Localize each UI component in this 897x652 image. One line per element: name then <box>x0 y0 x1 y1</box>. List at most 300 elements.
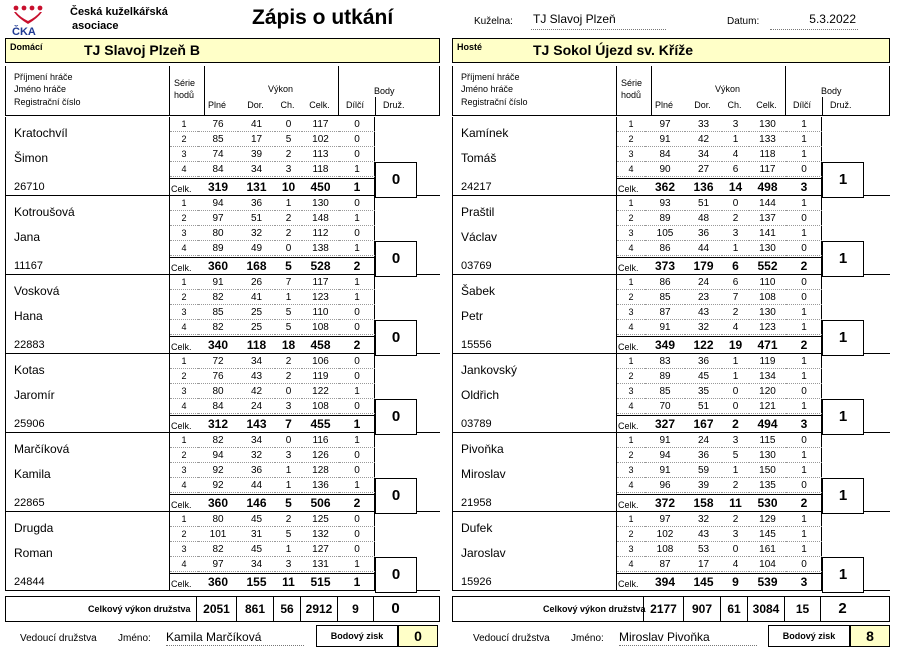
away-player-total-cell: 2 <box>732 417 739 431</box>
home-player-total-cell: 515 <box>310 575 331 589</box>
away-series-cell: 94 <box>645 448 685 463</box>
away-series-cell: 4 <box>722 320 749 335</box>
home-series-cell: 5 <box>275 305 302 320</box>
home-hdr-divider-3 <box>338 66 339 116</box>
away-series-cell: 3 <box>617 463 645 478</box>
home-series-cell: 45 <box>238 542 275 557</box>
home-player-total-row <box>170 415 375 433</box>
away-total-spacer <box>617 494 645 512</box>
home-player-total-cell: 360 <box>207 496 229 510</box>
away-team-total-label: Celkový výkon družstva <box>543 604 646 614</box>
home-series-cell: 0 <box>275 433 302 448</box>
away-total-spacer <box>617 257 645 275</box>
away-series-cell: 6 <box>722 162 749 177</box>
home-series-cell: 1 <box>275 290 302 305</box>
away-player-reg-number: 03789 <box>461 418 492 430</box>
home-series-cell: 34 <box>238 354 275 369</box>
home-player-total-cell: 11 <box>282 575 295 589</box>
away-series-cell: 3 <box>617 147 645 162</box>
away-series-cell: 1 <box>617 196 645 211</box>
away-series-cell: 70 <box>645 399 685 414</box>
away-series-cell: 0 <box>786 290 822 305</box>
home-series-cell: 108 <box>302 399 339 414</box>
home-series-cell: 36 <box>238 196 275 211</box>
home-series-cell: 116 <box>302 433 339 448</box>
away-player-total-cell: 372 <box>654 496 676 510</box>
away-series-cell: 3 <box>617 542 645 557</box>
away-hdr-points: Body <box>821 86 842 96</box>
home-series-cell: 74 <box>198 147 238 162</box>
home-series-cell: 92 <box>198 478 238 493</box>
home-hdr-dor: Dor. <box>247 100 264 110</box>
away-player-total-cell: 394 <box>654 575 676 589</box>
home-total-label: Celk. <box>171 263 192 273</box>
home-series-cell: 136 <box>302 478 339 493</box>
away-series-cell: 0 <box>722 399 749 414</box>
home-series-cell: 0 <box>275 241 302 256</box>
home-player-reg-number: 26710 <box>14 181 45 193</box>
away-series-table <box>616 354 822 433</box>
home-player-surname: Kotroušová <box>14 205 75 219</box>
away-player-total-cell: 167 <box>693 417 714 431</box>
logo-text: ČKA <box>12 26 36 38</box>
home-series-grid <box>170 196 375 256</box>
away-leader-name: Miroslav Pivoňka <box>619 630 757 646</box>
home-series-cell: 94 <box>198 448 238 463</box>
home-hdr-celk: Celk. <box>309 100 330 110</box>
away-series-cell: 87 <box>645 305 685 320</box>
home-team-name: TJ Slavoj Plzeň B <box>84 42 200 58</box>
home-team-point: 0 <box>375 399 417 435</box>
home-series-cell: 112 <box>302 226 339 241</box>
home-series-cell: 0 <box>339 399 375 414</box>
away-series-cell: 87 <box>645 557 685 572</box>
home-series-cell: 2 <box>170 132 198 147</box>
home-role-label: Domácí <box>10 42 43 52</box>
home-series-cell: 3 <box>275 399 302 414</box>
away-hdr-divider-4 <box>822 97 823 116</box>
home-team-point: 0 <box>375 478 417 514</box>
home-series-cell: 108 <box>302 320 339 335</box>
home-series-cell: 80 <box>198 512 238 527</box>
away-player-total-cell: 530 <box>757 496 778 510</box>
away-hdr-series-1: Série <box>621 78 643 88</box>
away-series-cell: 133 <box>749 132 786 147</box>
home-series-cell: 80 <box>198 384 238 399</box>
home-series-cell: 1 <box>339 478 375 493</box>
away-total-spacer <box>617 178 645 196</box>
home-player-total-cell: 168 <box>246 259 267 273</box>
home-total-line <box>170 336 374 337</box>
home-total-spacer <box>170 336 198 354</box>
home-series-cell: 125 <box>302 512 339 527</box>
home-player-total-row <box>170 257 375 275</box>
home-series-cell: 4 <box>170 162 198 177</box>
home-team-point: 0 <box>375 162 417 198</box>
away-series-cell: 150 <box>749 463 786 478</box>
away-series-cell: 1 <box>786 147 822 162</box>
away-series-cell: 117 <box>749 162 786 177</box>
home-series-cell: 91 <box>198 275 238 290</box>
home-series-cell: 2 <box>170 448 198 463</box>
away-player-total-cell: 2 <box>800 338 808 352</box>
away-series-cell: 4 <box>617 320 645 335</box>
home-series-cell: 80 <box>198 226 238 241</box>
away-series-cell: 144 <box>749 196 786 211</box>
home-series-cell: 97 <box>198 211 238 226</box>
away-series-cell: 24 <box>685 275 722 290</box>
away-series-table <box>616 512 822 591</box>
home-series-cell: 1 <box>339 162 375 177</box>
home-series-cell: 82 <box>198 542 238 557</box>
home-hdr-divider-1 <box>169 66 170 116</box>
home-player-first-name: Jaromír <box>14 388 55 402</box>
home-player-total-row <box>170 336 375 354</box>
away-player-total-cell: 349 <box>654 338 676 352</box>
home-series-cell: 0 <box>339 196 375 211</box>
away-series-cell: 1 <box>786 399 822 414</box>
away-total-line <box>617 336 821 337</box>
away-series-cell: 130 <box>749 117 786 132</box>
away-series-cell: 83 <box>645 354 685 369</box>
home-series-cell: 34 <box>238 162 275 177</box>
away-player-total-cell: 539 <box>757 575 778 589</box>
away-series-cell: 34 <box>685 147 722 162</box>
away-series-cell: 51 <box>685 196 722 211</box>
home-player-total-cell: 131 <box>246 180 267 194</box>
home-player-total-cell: 2 <box>353 259 361 273</box>
away-series-cell: 35 <box>685 384 722 399</box>
away-series-cell: 110 <box>749 275 786 290</box>
home-series-cell: 1 <box>170 117 198 132</box>
away-total-label: Celk. <box>618 263 639 273</box>
away-hdr-divider-3 <box>785 66 786 116</box>
away-total-line <box>617 494 821 495</box>
away-series-cell: 5 <box>722 448 749 463</box>
home-series-cell: 49 <box>238 241 275 256</box>
away-series-cell: 36 <box>685 226 722 241</box>
home-player-reg-number: 24844 <box>14 576 45 588</box>
home-series-cell: 0 <box>339 226 375 241</box>
away-series-grid <box>617 433 822 493</box>
away-series-cell: 1 <box>786 354 822 369</box>
away-series-cell: 1 <box>786 542 822 557</box>
home-series-cell: 127 <box>302 542 339 557</box>
home-series-cell: 119 <box>302 369 339 384</box>
date-label: Datum: <box>727 16 760 27</box>
home-series-cell: 110 <box>302 305 339 320</box>
away-hdr-player-surname: Příjmení hráče <box>461 72 520 82</box>
home-total-label: Celk. <box>171 500 192 510</box>
home-series-cell: 1 <box>170 196 198 211</box>
away-total-spacer <box>617 415 645 433</box>
home-series-table <box>169 196 375 275</box>
away-series-cell: 1 <box>786 305 822 320</box>
away-series-cell: 119 <box>749 354 786 369</box>
away-series-grid <box>617 512 822 572</box>
away-player-total-cell: 2 <box>800 496 808 510</box>
away-series-cell: 3 <box>722 226 749 241</box>
home-series-table <box>169 354 375 433</box>
away-series-cell: 23 <box>685 290 722 305</box>
away-series-cell: 96 <box>645 478 685 493</box>
home-player-total-cell: 118 <box>246 338 267 352</box>
away-series-grid <box>617 354 822 414</box>
away-player-block <box>452 196 890 275</box>
home-column-header <box>5 66 440 116</box>
away-team-total-cell: 2177 <box>643 597 683 621</box>
away-series-cell: 42 <box>685 132 722 147</box>
away-series-cell: 53 <box>685 542 722 557</box>
away-series-cell: 51 <box>685 399 722 414</box>
home-team-total-row <box>5 596 440 622</box>
away-series-cell: 135 <box>749 478 786 493</box>
away-gain-label: Bodový zisk <box>768 625 850 647</box>
home-series-cell: 1 <box>339 433 375 448</box>
home-player-total-row <box>170 494 375 512</box>
organization-name <box>70 5 190 33</box>
home-player-block <box>5 354 440 433</box>
away-series-cell: 130 <box>749 241 786 256</box>
home-series-cell: 82 <box>198 320 238 335</box>
away-player-total-cell: 158 <box>693 496 714 510</box>
home-player-block <box>5 196 440 275</box>
away-team-point: 1 <box>822 162 864 198</box>
home-series-cell: 123 <box>302 290 339 305</box>
away-series-cell: 104 <box>749 557 786 572</box>
away-hdr-celk: Celk. <box>756 100 777 110</box>
away-player-total-cell: 3 <box>800 417 808 431</box>
home-total-label: Celk. <box>171 579 192 589</box>
away-series-cell: 24 <box>685 433 722 448</box>
home-player-surname: Marčíková <box>14 442 70 456</box>
home-hdr-perf: Výkon <box>268 84 294 94</box>
away-total-spacer <box>617 573 645 591</box>
cka-logo <box>10 4 62 38</box>
home-player-total-cell: 319 <box>207 180 229 194</box>
away-team-total-cell: 3084 <box>747 597 784 621</box>
home-total-label: Celk. <box>171 184 192 194</box>
home-series-cell: 1 <box>339 211 375 226</box>
home-series-cell: 3 <box>275 448 302 463</box>
away-player-total-row <box>617 415 822 433</box>
home-series-cell: 84 <box>198 162 238 177</box>
away-series-cell: 0 <box>786 241 822 256</box>
home-player-total-cell: 2 <box>353 496 361 510</box>
home-series-cell: 76 <box>198 369 238 384</box>
away-series-cell: 4 <box>617 162 645 177</box>
home-series-cell: 4 <box>170 241 198 256</box>
home-series-cell: 34 <box>238 433 275 448</box>
away-team-total-cell: 2 <box>820 597 864 621</box>
away-series-cell: 1 <box>786 512 822 527</box>
home-player-first-name: Roman <box>14 546 53 560</box>
home-player-block <box>5 433 440 512</box>
home-total-spacer <box>170 257 198 275</box>
away-series-cell: 141 <box>749 226 786 241</box>
away-series-cell: 91 <box>645 320 685 335</box>
away-total-label: Celk. <box>618 342 639 352</box>
home-total-line <box>170 494 374 495</box>
away-series-cell: 1 <box>786 132 822 147</box>
away-player-total-row <box>617 178 822 196</box>
away-series-cell: 129 <box>749 512 786 527</box>
away-series-cell: 4 <box>617 241 645 256</box>
home-series-cell: 3 <box>170 542 198 557</box>
away-series-cell: 3 <box>617 384 645 399</box>
home-hdr-druz: Druž. <box>383 100 405 110</box>
away-series-cell: 123 <box>749 320 786 335</box>
home-player-total-cell: 458 <box>310 338 331 352</box>
away-series-cell: 85 <box>645 290 685 305</box>
away-hdr-perf: Výkon <box>715 84 741 94</box>
away-series-cell: 90 <box>645 162 685 177</box>
home-player-total-cell: 1 <box>353 180 361 194</box>
away-series-cell: 105 <box>645 226 685 241</box>
away-series-cell: 0 <box>722 384 749 399</box>
home-series-cell: 85 <box>198 305 238 320</box>
away-player-reg-number: 21958 <box>461 497 492 509</box>
away-series-cell: 1 <box>786 117 822 132</box>
home-series-cell: 42 <box>238 384 275 399</box>
home-player-total-cell: 360 <box>207 575 229 589</box>
home-series-cell: 4 <box>170 557 198 572</box>
away-series-cell: 130 <box>749 448 786 463</box>
home-series-cell: 0 <box>339 305 375 320</box>
home-player-total-cell: 5 <box>285 496 292 510</box>
home-team-total-cell: 2051 <box>196 597 236 621</box>
home-player-total-cell: 143 <box>246 417 267 431</box>
home-series-cell: 4 <box>170 320 198 335</box>
home-series-cell: 92 <box>198 463 238 478</box>
away-series-cell: 1 <box>617 117 645 132</box>
home-series-table <box>169 512 375 591</box>
away-player-total-cell: 471 <box>757 338 778 352</box>
home-total-spacer <box>170 494 198 512</box>
home-series-table <box>169 433 375 512</box>
away-series-cell: 36 <box>685 448 722 463</box>
away-player-total-cell: 362 <box>654 180 676 194</box>
away-player-total-cell: 494 <box>757 417 778 431</box>
home-team-total-cell: 861 <box>236 597 273 621</box>
home-series-cell: 1 <box>275 478 302 493</box>
home-series-cell: 117 <box>302 117 339 132</box>
away-player-reg-number: 24217 <box>461 181 492 193</box>
home-leader-label: Vedoucí družstva <box>20 633 97 644</box>
away-series-cell: 1 <box>722 241 749 256</box>
away-leader-label: Vedoucí družstva <box>473 633 550 644</box>
away-series-cell: 120 <box>749 384 786 399</box>
home-player-first-name: Hana <box>14 309 43 323</box>
home-player-total-cell: 5 <box>285 259 292 273</box>
away-series-cell: 0 <box>786 384 822 399</box>
home-series-cell: 1 <box>275 196 302 211</box>
away-series-cell: 32 <box>685 512 722 527</box>
home-series-cell: 101 <box>198 527 238 542</box>
home-hdr-player-surname: Příjmení hráče <box>14 72 73 82</box>
home-player-total-cell: 1 <box>353 417 361 431</box>
home-total-label: Celk. <box>171 342 192 352</box>
away-player-total-cell: 6 <box>732 259 739 273</box>
away-player-total-cell: 179 <box>693 259 714 273</box>
away-series-cell: 2 <box>617 527 645 542</box>
home-series-cell: 41 <box>238 117 275 132</box>
away-series-cell: 91 <box>645 433 685 448</box>
away-player-reg-number: 15926 <box>461 576 492 588</box>
away-team-total-cell: 61 <box>720 597 747 621</box>
home-series-cell: 84 <box>198 399 238 414</box>
away-series-cell: 1 <box>617 512 645 527</box>
home-player-total-cell: 528 <box>310 259 331 273</box>
home-series-cell: 0 <box>339 132 375 147</box>
away-player-total-row <box>617 573 822 591</box>
away-series-cell: 1 <box>786 320 822 335</box>
away-player-first-name: Oldřich <box>461 388 500 402</box>
away-hdr-dilci: Dílčí <box>793 100 811 110</box>
away-player-total-cell: 3 <box>800 180 808 194</box>
home-series-cell: 1 <box>170 433 198 448</box>
away-player-block <box>452 275 890 354</box>
away-series-cell: 1 <box>722 354 749 369</box>
away-series-cell: 2 <box>722 512 749 527</box>
away-series-cell: 84 <box>645 147 685 162</box>
home-player-block <box>5 117 440 196</box>
away-series-cell: 39 <box>685 478 722 493</box>
away-series-cell: 1 <box>617 275 645 290</box>
home-series-table <box>169 275 375 354</box>
away-series-cell: 1 <box>786 463 822 478</box>
home-team-total-label: Celkový výkon družstva <box>88 604 191 614</box>
away-series-grid <box>617 196 822 256</box>
away-column-header <box>452 66 890 116</box>
away-series-cell: 2 <box>722 478 749 493</box>
away-hdr-dor: Dor. <box>694 100 711 110</box>
away-player-total-cell: 122 <box>693 338 714 352</box>
home-hdr-ch: Ch. <box>280 100 295 110</box>
home-series-cell: 1 <box>339 557 375 572</box>
home-player-block <box>5 512 440 591</box>
away-series-cell: 2 <box>617 448 645 463</box>
home-total-spacer <box>170 415 198 433</box>
home-player-total-row <box>170 573 375 591</box>
home-series-cell: 0 <box>339 463 375 478</box>
away-series-cell: 33 <box>685 117 722 132</box>
away-series-cell: 1 <box>617 354 645 369</box>
away-hdr-full: Plné <box>654 100 673 110</box>
home-player-total-cell: 18 <box>281 338 296 352</box>
home-player-first-name: Šimon <box>14 151 49 165</box>
home-player-total-cell: 7 <box>285 417 292 431</box>
away-series-cell: 4 <box>722 147 749 162</box>
away-player-total-cell: 136 <box>693 180 714 194</box>
away-series-cell: 27 <box>685 162 722 177</box>
away-player-surname: Šabek <box>461 284 496 298</box>
home-player-reg-number: 11167 <box>14 260 43 272</box>
away-series-cell: 115 <box>749 433 786 448</box>
home-series-cell: 102 <box>302 132 339 147</box>
home-series-grid <box>170 275 375 335</box>
org-line-2: asociace <box>72 20 119 32</box>
away-player-block <box>452 433 890 512</box>
home-series-cell: 36 <box>238 463 275 478</box>
away-hdr-ch: Ch. <box>727 100 742 110</box>
away-team-total-cell: 907 <box>683 597 720 621</box>
home-series-cell: 2 <box>275 369 302 384</box>
home-series-cell: 2 <box>275 147 302 162</box>
home-series-cell: 72 <box>198 354 238 369</box>
away-total-label: Celk. <box>618 421 639 431</box>
away-series-cell: 2 <box>722 305 749 320</box>
